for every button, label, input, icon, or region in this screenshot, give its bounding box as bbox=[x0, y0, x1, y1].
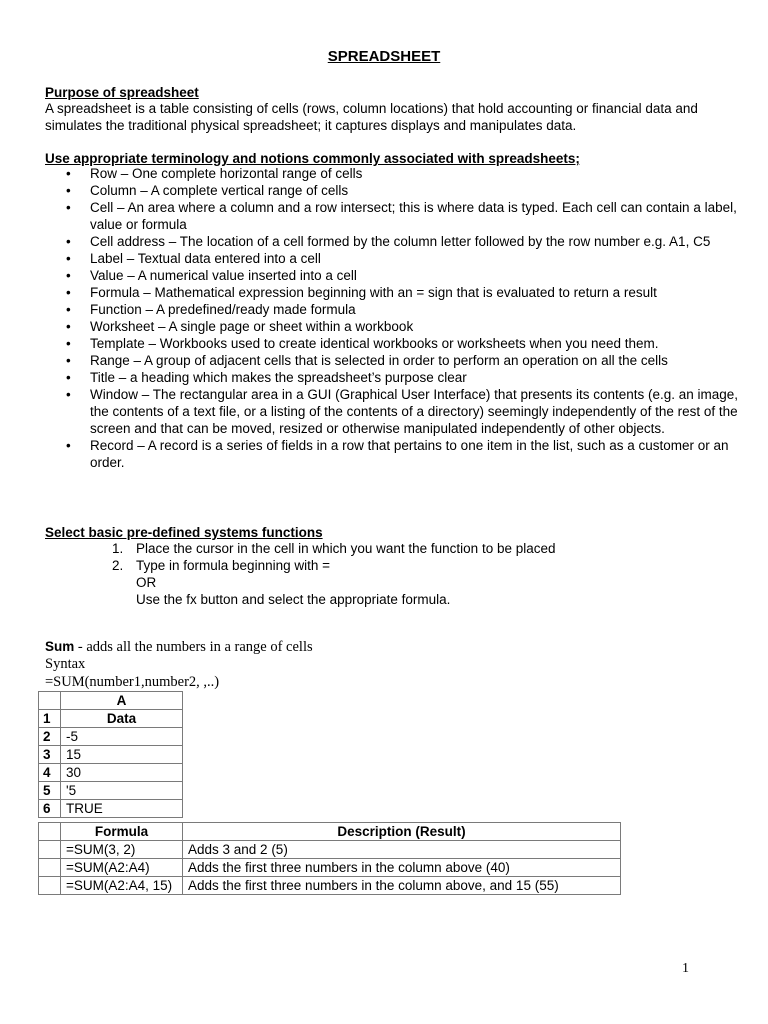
list-item: • Value – A numerical value inserted into a cell bbox=[90, 267, 745, 284]
purpose-paragraph: A spreadsheet is a table consisting of cells (rows, column locations) that hold accounting or financial data and simulates the traditional physical spreadsheet; it captures displays and manipulates data. bbox=[45, 101, 698, 133]
page-title: SPREADSHEET bbox=[327, 48, 441, 65]
row-header bbox=[39, 877, 61, 895]
description-cell: Adds the first three numbers in the column above (40) bbox=[183, 859, 621, 877]
list-item: • Column – A complete vertical range of cells bbox=[90, 182, 745, 199]
list-item: • Title – a heading which makes the spreadsheet’s purpose clear bbox=[90, 369, 745, 386]
formula-table bbox=[38, 822, 621, 895]
syntax-label: Syntax bbox=[45, 656, 86, 672]
table-header-row bbox=[39, 692, 183, 710]
description-cell: Adds 3 and 2 (5) bbox=[183, 841, 621, 859]
column-header: A bbox=[61, 692, 183, 710]
row-header: 6 bbox=[39, 800, 61, 818]
table-row bbox=[39, 859, 621, 877]
list-item: • Cell – An area where a column and a row intersect; this is where data is typed. Each cell can contain a label, value or formula bbox=[90, 199, 745, 233]
column-header: Description (Result) bbox=[183, 823, 621, 841]
terminology-heading: Use appropriate terminology and notions commonly associated with spreadsheets; bbox=[45, 151, 580, 166]
step-text: Place the cursor in the cell in which you want the function to be placed bbox=[136, 541, 556, 556]
row-header bbox=[39, 859, 61, 877]
list-item: • Range – A group of adjacent cells that is selected in order to perform an operation on all the cells bbox=[90, 352, 745, 369]
purpose-heading: Purpose of spreadsheet bbox=[45, 85, 199, 100]
list-item: • Window – The rectangular area in a GUI (Graphical User Interface) that presents its contents (e.g. an image, the contents of a text file, or a listing of the contents of a directory) seemingly independently of the rest of the screen and that can be moved, resized or otherwise manipulated independently of other objects. bbox=[90, 386, 745, 437]
row-header: 3 bbox=[39, 746, 61, 764]
description-cell: Adds the first three numbers in the column above, and 15 (55) bbox=[183, 877, 621, 895]
list-item: • Function – A predefined/ready made formula bbox=[90, 301, 745, 318]
list-item: • Cell address – The location of a cell formed by the column letter followed by the row number e.g. A1, C5 bbox=[90, 233, 745, 250]
list-item: • Formula – Mathematical expression beginning with an = sign that is evaluated to return a result bbox=[90, 284, 745, 301]
row-header bbox=[39, 841, 61, 859]
table-cell: Data bbox=[61, 710, 183, 728]
list-item: • Template – Workbooks used to create identical workbooks or worksheets when you need them. bbox=[90, 335, 745, 352]
functions-heading: Select basic pre-defined systems functions bbox=[45, 525, 323, 540]
step-or bbox=[110, 574, 610, 591]
table-row bbox=[39, 728, 183, 746]
page-number: 1 bbox=[682, 961, 689, 976]
table-row bbox=[39, 841, 621, 859]
row-header: 4 bbox=[39, 764, 61, 782]
step-number: 1. bbox=[112, 541, 124, 556]
terminology-list bbox=[45, 165, 745, 471]
table-cell: TRUE bbox=[61, 800, 183, 818]
formula-cell: =SUM(3, 2) bbox=[61, 841, 183, 859]
formula-cell: =SUM(A2:A4, 15) bbox=[61, 877, 183, 895]
step-number: 2. bbox=[112, 558, 124, 573]
step-text: Type in formula beginning with = bbox=[136, 558, 330, 573]
alt-text: Use the fx button and select the appropriate formula. bbox=[136, 592, 451, 607]
table-row bbox=[39, 877, 621, 895]
or-text: OR bbox=[136, 575, 157, 590]
sum-description bbox=[45, 638, 313, 656]
sum-syntax: =SUM(number1,number2, ,..) bbox=[45, 674, 220, 690]
table-row bbox=[39, 800, 183, 818]
step-item bbox=[110, 557, 610, 574]
column-header: Formula bbox=[61, 823, 183, 841]
table-row bbox=[39, 764, 183, 782]
corner-cell bbox=[39, 692, 61, 710]
formula-cell: =SUM(A2:A4) bbox=[61, 859, 183, 877]
row-header: 5 bbox=[39, 782, 61, 800]
list-item: • Worksheet – A single page or sheet within a workbook bbox=[90, 318, 745, 335]
list-item: • Label – Textual data entered into a cell bbox=[90, 250, 745, 267]
step-item bbox=[110, 540, 610, 557]
row-header: 2 bbox=[39, 728, 61, 746]
table-header-row bbox=[39, 823, 621, 841]
table-row bbox=[39, 710, 183, 728]
steps-list bbox=[110, 540, 610, 608]
table-row bbox=[39, 782, 183, 800]
list-item: • Row – One complete horizontal range of cells bbox=[90, 165, 745, 182]
sum-desc: - adds all the numbers in a range of cells bbox=[74, 639, 313, 655]
table-row bbox=[39, 746, 183, 764]
row-header: 1 bbox=[39, 710, 61, 728]
step-alt bbox=[110, 591, 610, 608]
table-cell: 30 bbox=[61, 764, 183, 782]
table-cell: 15 bbox=[61, 746, 183, 764]
sum-name: Sum bbox=[45, 639, 75, 654]
corner-cell bbox=[39, 823, 61, 841]
table-cell: -5 bbox=[61, 728, 183, 746]
table-cell: '5 bbox=[61, 782, 183, 800]
list-item: • Record – A record is a series of fields in a row that pertains to one item in the list, such as a customer or an order. bbox=[90, 437, 745, 471]
data-table bbox=[38, 691, 183, 818]
